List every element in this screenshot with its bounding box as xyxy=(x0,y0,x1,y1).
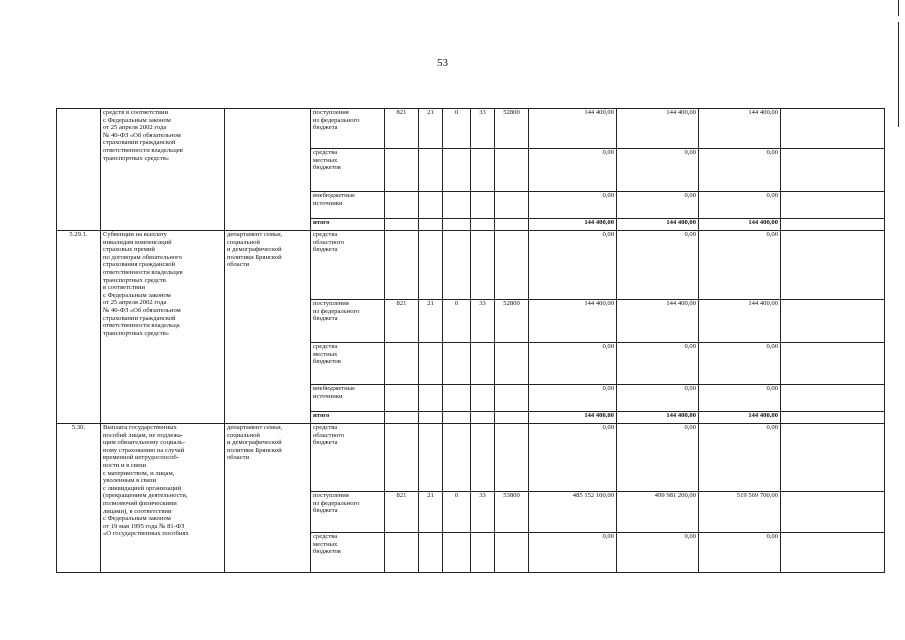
item-code: 5.29.1. xyxy=(57,231,101,424)
code-section xyxy=(419,533,443,573)
amount-year-3: 0,00 xyxy=(699,149,781,192)
responsible-department: департамент семьи, социальной и демографической политики Брянской области xyxy=(225,424,311,573)
code-grbs xyxy=(385,192,419,219)
item-code: 5.30. xyxy=(57,424,101,573)
amount-year-3: 0,00 xyxy=(699,424,781,492)
code-section: 21 xyxy=(419,300,443,343)
funding-source-label: поступления из федерального бюджета xyxy=(313,109,360,132)
code-direction xyxy=(495,533,529,573)
amount-year-2: 144 400,00 xyxy=(617,109,699,149)
empty-cell xyxy=(781,109,885,149)
code-direction: 53800 xyxy=(495,492,529,533)
funding-source xyxy=(311,343,385,385)
item-description: средств в соответствии с Федеральным законом от 25 апреля 2002 года № 40-ФЗ «Об обязательном страховании гражданской ответственности владельцев транспортных средств» xyxy=(101,109,225,231)
empty-cell xyxy=(781,300,885,343)
amount-year-2: 0,00 xyxy=(617,533,699,573)
item-description: Выплата государственных пособий лицам, не подлежа- щим обязательному социаль- ному страхованию на случай временной нетрудоспособ- ности и в связи с материнством, и лицам, уволенным в связи с ликвидацией организаций (прекращением деятельности, полномочий физическими лицами), в соответствии с Федеральным законом от 19 мая 1995 года № 81-ФЗ «О государственных пособиях xyxy=(101,424,225,573)
amount-year-2: 499 981 200,00 xyxy=(617,492,699,533)
amount-year-1: 0,00 xyxy=(529,149,617,192)
code-section: 21 xyxy=(419,109,443,149)
table-row xyxy=(57,109,885,149)
amount-year-3: 144 400,00 xyxy=(699,219,781,231)
empty-cell xyxy=(781,149,885,192)
empty-cell xyxy=(781,219,885,231)
amount-year-3: 0,00 xyxy=(699,231,781,300)
empty-cell xyxy=(781,231,885,300)
funding-source-label: поступления из федерального бюджета xyxy=(313,492,360,515)
code-subsection xyxy=(443,343,471,385)
funding-source xyxy=(311,412,385,424)
amount-year-2: 0,00 xyxy=(617,343,699,385)
amount-year-2: 144 400,00 xyxy=(617,412,699,424)
amount-year-3: 0,00 xyxy=(699,343,781,385)
empty-cell xyxy=(781,343,885,385)
empty-cell xyxy=(781,424,885,492)
code-program: 33 xyxy=(471,492,495,533)
code-subsection: 0 xyxy=(443,492,471,533)
code-program xyxy=(471,424,495,492)
code-program xyxy=(471,385,495,412)
code-subsection xyxy=(443,219,471,231)
code-program xyxy=(471,231,495,300)
code-grbs xyxy=(385,533,419,573)
code-subsection xyxy=(443,424,471,492)
funding-source-label: средства местных бюджетов xyxy=(313,149,341,172)
code-direction: 52800 xyxy=(495,300,529,343)
code-program: 33 xyxy=(471,300,495,343)
amount-year-3: 144 400,00 xyxy=(699,412,781,424)
amount-year-1: 485 152 100,00 xyxy=(529,492,617,533)
funding-source-label: средства местных бюджетов xyxy=(313,343,341,366)
amount-year-2: 0,00 xyxy=(617,149,699,192)
funding-source xyxy=(311,219,385,231)
code-grbs xyxy=(385,343,419,385)
funding-source xyxy=(311,192,385,219)
amount-year-1: 0,00 xyxy=(529,533,617,573)
funding-source-label: внебюджетные источники xyxy=(313,385,356,400)
code-subsection: 0 xyxy=(443,109,471,149)
code-program xyxy=(471,533,495,573)
code-direction xyxy=(495,412,529,424)
code-grbs: 821 xyxy=(385,109,419,149)
code-section xyxy=(419,192,443,219)
funding-source xyxy=(311,492,385,533)
code-program xyxy=(471,219,495,231)
funding-source xyxy=(311,424,385,492)
amount-year-1: 0,00 xyxy=(529,424,617,492)
table-row xyxy=(57,424,885,492)
code-subsection xyxy=(443,192,471,219)
page-number: 53 xyxy=(437,57,448,69)
amount-year-1: 144 400,00 xyxy=(529,109,617,149)
code-section: 21 xyxy=(419,492,443,533)
code-direction xyxy=(495,385,529,412)
code-grbs xyxy=(385,231,419,300)
funding-source xyxy=(311,149,385,192)
code-direction: 52800 xyxy=(495,109,529,149)
code-subsection: 0 xyxy=(443,300,471,343)
funding-source-label: средства областного бюджета xyxy=(313,424,345,447)
table-row xyxy=(57,231,885,300)
scan-edge-mark-top xyxy=(898,0,899,16)
funding-source-label: поступления из федерального бюджета xyxy=(313,300,360,323)
code-direction xyxy=(495,192,529,219)
amount-year-3: 0,00 xyxy=(699,192,781,219)
amount-year-3: 144 400,00 xyxy=(699,300,781,343)
amount-year-1: 144 400,00 xyxy=(529,219,617,231)
code-subsection xyxy=(443,385,471,412)
code-section xyxy=(419,149,443,192)
responsible-department: департамент семьи, социальной и демографической политики Брянской области xyxy=(225,231,311,424)
code-subsection xyxy=(443,412,471,424)
amount-year-2: 144 400,00 xyxy=(617,219,699,231)
empty-cell xyxy=(781,412,885,424)
amount-year-3: 144 400,00 xyxy=(699,109,781,149)
code-section xyxy=(419,343,443,385)
amount-year-2: 0,00 xyxy=(617,424,699,492)
responsible-department xyxy=(225,109,311,231)
funding-source-label: итого xyxy=(313,219,330,226)
code-grbs xyxy=(385,412,419,424)
amount-year-3: 0,00 xyxy=(699,533,781,573)
amount-year-2: 0,00 xyxy=(617,192,699,219)
code-program xyxy=(471,343,495,385)
amount-year-1: 144 400,00 xyxy=(529,412,617,424)
item-description: Субвенции на выплату инвалидам компенсаций страховых премий по договорам обязательного страхования гражданской ответственности владельцев транспортных средств в соответствии с Федеральным законом от 25 апреля 2002 года № 40-ФЗ «Об обязательном страховании гражданской ответственности владельца транспортных средств» xyxy=(101,231,225,424)
scan-edge-mark-side xyxy=(898,22,899,127)
code-program xyxy=(471,192,495,219)
amount-year-2: 0,00 xyxy=(617,231,699,300)
code-subsection xyxy=(443,149,471,192)
amount-year-1: 0,00 xyxy=(529,343,617,385)
code-section xyxy=(419,424,443,492)
funding-source-label: средства областного бюджета xyxy=(313,231,345,254)
code-section xyxy=(419,412,443,424)
funding-source xyxy=(311,109,385,149)
code-section xyxy=(419,219,443,231)
empty-cell xyxy=(781,192,885,219)
code-grbs xyxy=(385,424,419,492)
empty-cell xyxy=(781,533,885,573)
item-code xyxy=(57,109,101,231)
code-program xyxy=(471,412,495,424)
code-subsection xyxy=(443,231,471,300)
amount-year-1: 0,00 xyxy=(529,231,617,300)
funding-source xyxy=(311,533,385,573)
amount-year-2: 0,00 xyxy=(617,385,699,412)
code-grbs xyxy=(385,219,419,231)
amount-year-1: 0,00 xyxy=(529,385,617,412)
amount-year-1: 0,00 xyxy=(529,192,617,219)
funding-source-label: средства местных бюджетов xyxy=(313,533,341,556)
amount-year-1: 144 400,00 xyxy=(529,300,617,343)
empty-cell xyxy=(781,385,885,412)
empty-cell xyxy=(781,492,885,533)
funding-source-label: итого xyxy=(313,412,330,419)
code-program xyxy=(471,149,495,192)
budget-table xyxy=(56,108,885,573)
code-direction xyxy=(495,424,529,492)
amount-year-2: 144 400,00 xyxy=(617,300,699,343)
funding-source xyxy=(311,385,385,412)
amount-year-3: 519 569 700,00 xyxy=(699,492,781,533)
code-section xyxy=(419,385,443,412)
code-program: 33 xyxy=(471,109,495,149)
code-grbs xyxy=(385,385,419,412)
code-direction xyxy=(495,343,529,385)
code-grbs: 821 xyxy=(385,300,419,343)
amount-year-3: 0,00 xyxy=(699,385,781,412)
code-subsection xyxy=(443,533,471,573)
funding-source xyxy=(311,300,385,343)
code-grbs xyxy=(385,149,419,192)
code-section xyxy=(419,231,443,300)
code-direction xyxy=(495,149,529,192)
code-direction xyxy=(495,231,529,300)
funding-source xyxy=(311,231,385,300)
code-grbs: 821 xyxy=(385,492,419,533)
funding-source-label: внебюджетные источники xyxy=(313,192,356,207)
code-direction xyxy=(495,219,529,231)
